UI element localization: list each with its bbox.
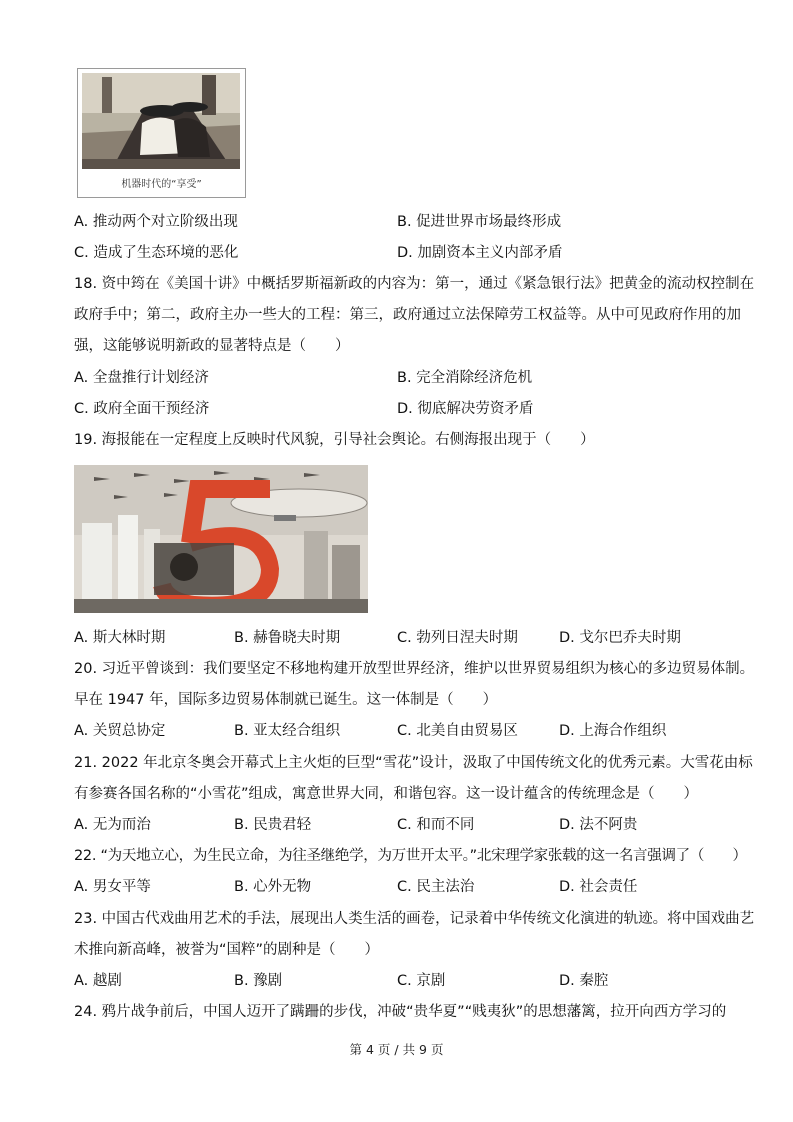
q17-option-c: C. 造成了生态环境的恶化 (74, 245, 239, 261)
q22-option-c: C. 民主法治 (397, 879, 475, 895)
q18-option-b: B. 完全消除经济危机 (397, 370, 533, 386)
q17-option-d: D. 加剧资本主义内部矛盾 (397, 245, 563, 261)
q18-stem-line-3: 强，这能够说明新政的显著特点是（ ） (74, 338, 350, 354)
q23-option-a: A. 越剧 (74, 973, 122, 989)
q20-stem-line-2: 早在 1947 年，国际多边贸易体制就已诞生。这一体制是（ ） (74, 692, 498, 708)
soviet-poster-image (74, 465, 368, 613)
q20-option-c: C. 北美自由贸易区 (397, 723, 518, 739)
q18-option-c: C. 政府全面干预经济 (74, 401, 210, 417)
q17-option-a: A. 推动两个对立阶级出现 (74, 214, 238, 230)
q23-stem-line-1: 23. 中国古代戏曲用艺术的手法，展现出人类生活的画卷，记录着中华传统文化演进的轨迹。将中国戏曲艺 (74, 911, 755, 927)
q23-option-d: D. 秦腔 (559, 973, 609, 989)
page-number-footer: 第 4 页 / 共 9 页 (349, 1042, 444, 1057)
q19-option-d: D. 戈尔巴乔夫时期 (559, 630, 681, 646)
q23-stem-line-2: 术推向新高峰，被誉为“国粹”的剧种是（ ） (74, 942, 380, 958)
q19-option-c: C. 勃列日涅夫时期 (397, 630, 518, 646)
machine-age-painting (82, 73, 240, 169)
q21-option-b: B. 民贵君轻 (234, 817, 312, 833)
q23-option-c: C. 京剧 (397, 973, 446, 989)
q18-option-d: D. 彻底解决劳资矛盾 (397, 401, 534, 417)
q24-stem-line-1: 24. 鸦片战争前后，中国人迈开了蹒跚的步伐，冲破“贵华夏”“贱夷狄”的思想藩篱，拉开向西方学习的 (74, 1004, 727, 1020)
q20-stem-line-1: 20. 习近平曾谈到：我们要坚定不移地构建开放型世界经济，维护以世界贸易组织为核心的多边贸易体制。 (74, 661, 755, 677)
figure-caption: 机器时代的“享受” (121, 179, 202, 190)
machine-age-figure (77, 68, 246, 198)
q21-option-c: C. 和而不同 (397, 817, 475, 833)
q18-option-a: A. 全盘推行计划经济 (74, 370, 209, 386)
q18-stem-line-1: 18. 资中筠在《美国十讲》中概括罗斯福新政的内容为：第一，通过《紧急银行法》把黄金的流动权控制在 (74, 276, 755, 292)
q22-option-b: B. 心外无物 (234, 879, 312, 895)
q21-option-d: D. 法不阿贵 (559, 817, 638, 833)
q17-option-b: B. 促进世界市场最终形成 (397, 214, 562, 230)
q19-option-a: A. 斯大林时期 (74, 630, 166, 646)
q21-stem-line-1: 21. 2022 年北京冬奥会开幕式上主火炬的巨型“雪花”设计，汲取了中国传统文化的优秀元素。大雪花由标 (74, 755, 753, 771)
q20-option-b: B. 亚太经合组织 (234, 723, 341, 739)
q21-stem-line-2: 有参赛各国名称的“小雪花”组成，寓意世界大同，和谐包容。这一设计蕴含的传统理念是（ ） (74, 786, 699, 802)
q21-option-a: A. 无为而治 (74, 817, 151, 833)
q23-option-b: B. 豫剧 (234, 973, 283, 989)
q19-option-b: B. 赫鲁晓夫时期 (234, 630, 341, 646)
q18-stem-line-2: 政府手中；第二，政府主办一些大的工程：第三，政府通过立法保障劳工权益等。从中可见政府作用的加 (74, 307, 741, 323)
poster-number: 5 (224, 525, 225, 526)
q19-stem-line-1: 19. 海报能在一定程度上反映时代风貌，引导社会舆论。右侧海报出现于（ ） (74, 432, 595, 448)
q20-option-d: D. 上海合作组织 (559, 723, 667, 739)
q22-option-a: A. 男女平等 (74, 879, 151, 895)
q22-stem-line-1: 22. “为天地立心，为生民立命，为往圣继绝学，为万世开太平。”北宋理学家张载的这一名言强调了（ ） (74, 848, 747, 864)
q22-option-d: D. 社会责任 (559, 879, 638, 895)
q20-option-a: A. 关贸总协定 (74, 723, 166, 739)
